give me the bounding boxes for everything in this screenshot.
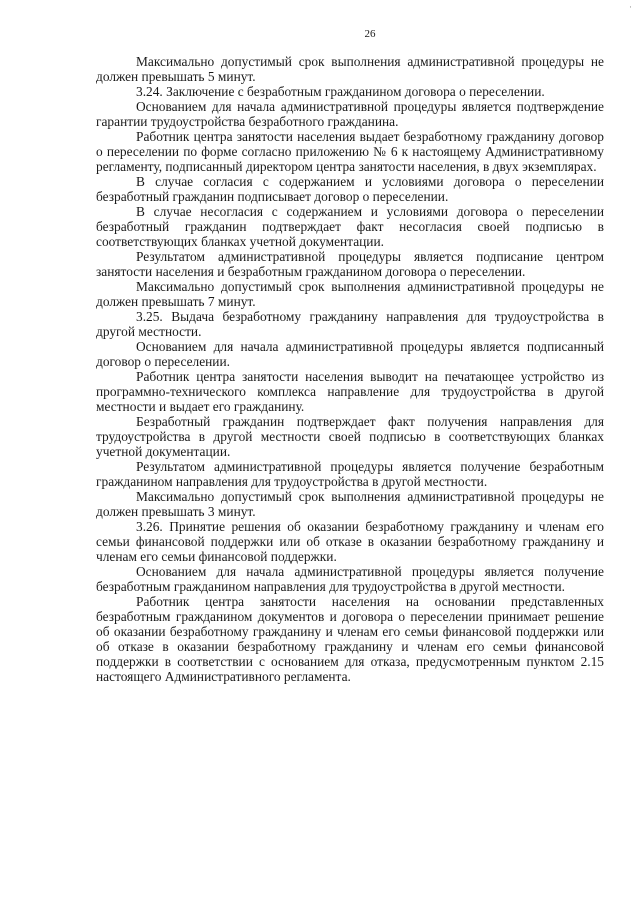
paragraph: Работник центра занятости населения выводит на печатающее устройство из программно-технического комплекса направление для трудоустройства в другой местности и выдает его гражданину. <box>96 369 604 414</box>
section-heading-3-25: 3.25. Выдача безработному гражданину направления для трудоустройства в другой местности. <box>96 309 604 339</box>
paragraph: В случае согласия с содержанием и условиями договора о переселении безработный гражданин подписывает договор о переселении. <box>96 174 604 204</box>
paragraph: Безработный гражданин подтверждает факт получения направления для трудоустройства в другой местности своей подписью в соответствующих бланках учетной документации. <box>96 414 604 459</box>
paragraph: Результатом административной процедуры является получение безработным гражданином направления для трудоустройства в другой местности. <box>96 459 604 489</box>
section-heading-3-24: 3.24. Заключение с безработным гражданином договора о переселении. <box>136 84 545 99</box>
section-heading-3-26: 3.26. Принятие решения об оказании безработному гражданину и членам его семьи финансовой поддержки или об отказе в оказании безработному гражданину и членам его семьи финансовой поддержки. <box>96 519 604 564</box>
paragraph: Основанием для начала административной процедуры является подтверждение гарантии трудоустройства безработного гражданина. <box>96 99 604 129</box>
paragraph: Основанием для начала административной процедуры является получение безработным гражданином направления для трудоустройства в другой местности. <box>96 564 604 594</box>
paragraph: Результатом административной процедуры является подписание центром занятости населения и безработным гражданином договора о переселении. <box>96 249 604 279</box>
paragraph: Максимально допустимый срок выполнения административной процедуры не должен превышать 7 минут. <box>96 279 604 309</box>
page-number: 26 <box>364 28 376 40</box>
paragraph: Максимально допустимый срок выполнения административной процедуры не должен превышать 3 минут. <box>96 489 604 519</box>
paragraph: Максимально допустимый срок выполнения административной процедуры не должен превышать 5 минут. <box>96 54 604 84</box>
paragraph: Основанием для начала административной процедуры является подписанный договор о переселении. <box>96 339 604 369</box>
paragraph: Работник центра занятости населения выдает безработному гражданину договор о переселении по форме согласно приложению № 6 к настоящему Административному регламенту, подписанный директором центра занятости населения, в двух экземплярах. <box>96 129 604 174</box>
paragraph: В случае несогласия с содержанием и условиями договора о переселении безработный гражданин подтверждает факт несогласия своей подписью в соответствующих бланках учетной документации. <box>96 204 604 249</box>
paragraph: Работник центра занятости населения на основании представленных безработным гражданином документов и договора о переселении принимает решение об оказании безработному гражданину и членам его семьи финансовой поддержки или об отказе в оказании безработному гражданину и членам его семьи финансовой поддержки в соответствии с основанием для отказа, предусмотренным пунктом 2.15 настоящего Административного регламента. <box>96 594 604 684</box>
corner-mark: · <box>629 2 632 12</box>
